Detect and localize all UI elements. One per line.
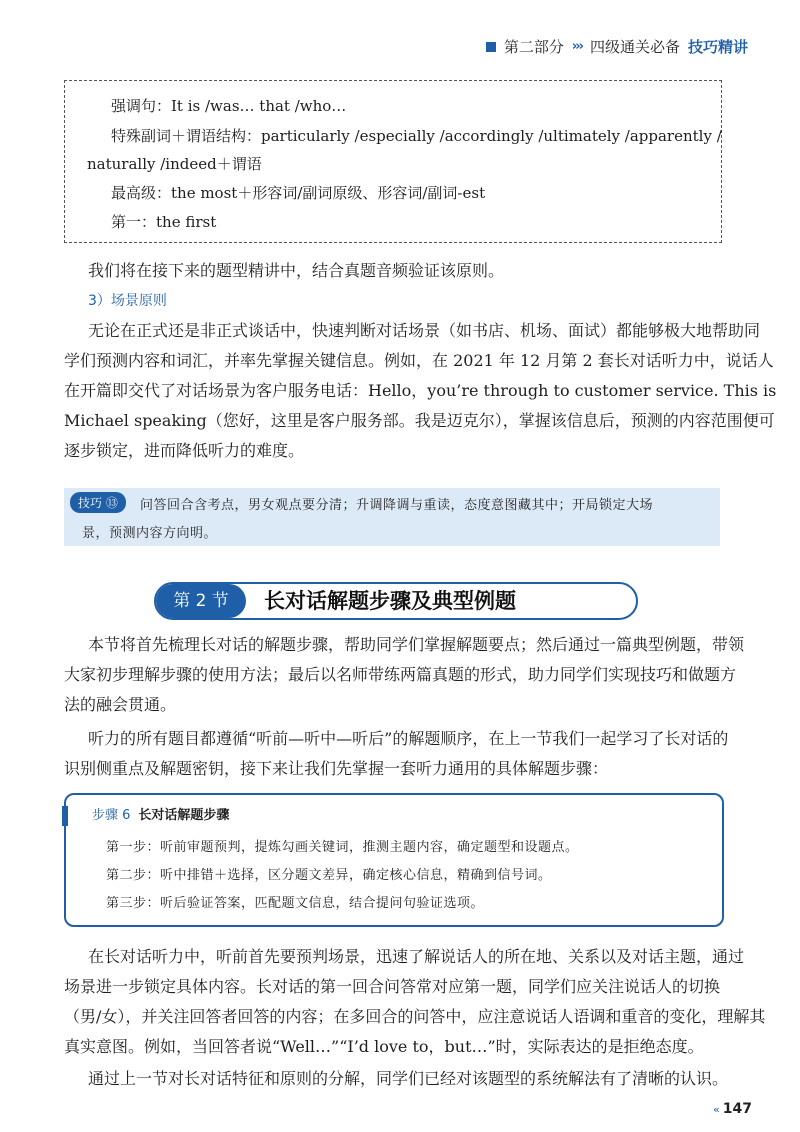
tip-badge: 技巧 ⑬ [70, 492, 126, 513]
principle-box [64, 80, 722, 243]
page-header [486, 36, 748, 57]
text-line: Michael speaking（您好，这里是客户服务部。我是迈克尔），掌握该信息后，预测的内容范围便可 [64, 411, 775, 430]
text-line: 本节将首先梳理长对话的解题步骤，帮助同学们掌握解题要点；然后通过一篇典型例题，带领 [88, 635, 745, 654]
section-tag: 第 2 节 [156, 584, 246, 618]
step-item: 第三步：听后验证答案，匹配题文信息，结合提问句验证选项。 [106, 896, 485, 911]
square-icon [486, 42, 496, 52]
text-line: 逐步锁定，进而降低听力的难度。 [64, 441, 305, 460]
box-line-2: 特殊副词＋谓语结构：particularly /especially /accordingly /ultimately /apparently / [111, 127, 722, 145]
header-topic: 技巧精讲 [687, 38, 748, 56]
paragraph-6: 通过上一节对长对话特征和原则的分解，同学们已经对该题型的系统解法有了清晰的认识。 [88, 1069, 729, 1088]
step-item: 第一步：听前审题预判，提炼勾画关键词，推测主题内容，确定题型和设题点。 [106, 840, 579, 855]
double-arrow-icon: ‹‹ [712, 1103, 718, 1116]
header-part: 第二部分 [503, 38, 564, 56]
box-line-1: 强调句：It is /was… that /who… [111, 97, 347, 115]
steps-heading [92, 804, 229, 823]
text-line: 场景进一步锁定具体内容。长对话的第一回合问答常对应第一题，同学们应关注说话人的切换 [64, 977, 721, 996]
text-line: 无论在正式还是非正式谈话中，快速判断对话场景（如书店、机场、面试）都能够极大地帮助同 [88, 321, 761, 340]
box-line-5: 第一：the first [111, 213, 217, 231]
section-banner [154, 582, 638, 620]
text-line: 法的融会贯通。 [64, 695, 177, 714]
sub-heading: 3）场景原则 [88, 293, 167, 309]
text-line: 识别侧重点及解题密钥，接下来让我们先掌握一套听力通用的具体解题步骤： [64, 759, 609, 778]
page-number: 147 [722, 1101, 752, 1117]
tip-line-1: 问答回合含考点，男女观点要分清；升调降调与重读，态度意图藏其中；开局锁定大场 [140, 498, 654, 513]
text-line: （男/女），并关注回答者回答的内容；在多回合的问答中，应注意说话人语调和重音的变化，理解其 [64, 1007, 766, 1026]
tip-bar [64, 488, 720, 546]
steps-title: 长对话解题步骤 [138, 808, 230, 823]
triple-arrow-icon: ››› [571, 39, 582, 54]
tip-line-2: 景，预测内容方向明。 [82, 526, 218, 541]
text-line: 学们预测内容和词汇，并率先掌握关键信息。例如，在 2021 年 12 月第 2 套长对话听力中，说话人 [64, 351, 774, 370]
text-line: 真实意图。例如，当回答者说“Well…”“I’d love to，but…”时，实际表达的是拒绝态度。 [64, 1037, 704, 1056]
text-line: 听力的所有题目都遵循“听前—听中—听后”的解题顺序，在上一节我们一起学习了长对话的 [88, 729, 729, 748]
text-line: 在开篇即交代了对话场景为客户服务电话：Hello，you’re through to customer service. This is [64, 381, 777, 400]
section-title: 长对话解题步骤及典型例题 [264, 589, 516, 613]
text-line: 在长对话听力中，听前首先要预判场景，迅速了解说话人的所在地、关系以及对话主题，通过 [88, 947, 745, 966]
box-line-4: 最高级：the most＋形容词/副词原级、形容词/副词-est [111, 184, 486, 202]
box-line-3: naturally /indeed＋谓语 [87, 155, 262, 173]
header-book: 四级通关必备 [589, 38, 680, 56]
step-item: 第二步：听中排错＋选择，区分题文差异，确定核心信息，精确到信号词。 [106, 868, 552, 883]
steps-label: 步骤 6 [92, 808, 131, 823]
paragraph-1: 我们将在接下来的题型精讲中，结合真题音频验证该原则。 [88, 261, 505, 280]
text-line: 大家初步理解步骤的使用方法；最后以名师带练两篇真题的形式，助力同学们实现技巧和做题方 [64, 665, 737, 684]
step-marker [62, 806, 68, 826]
page-footer [713, 1098, 752, 1117]
